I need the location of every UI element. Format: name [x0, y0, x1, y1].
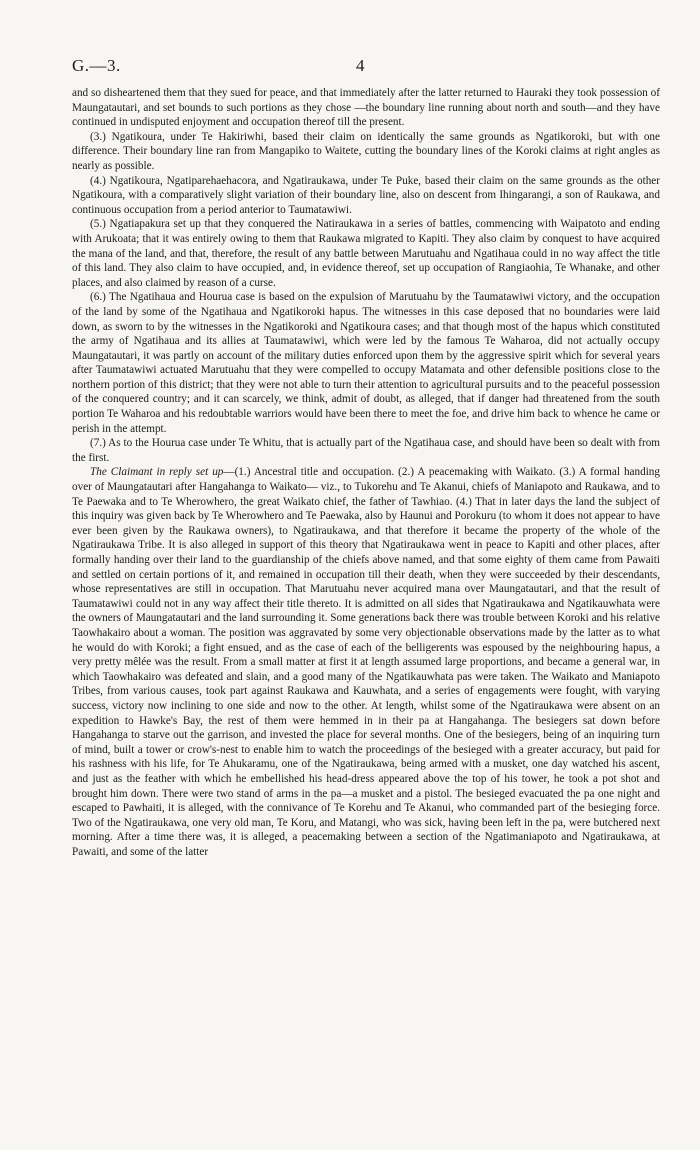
- page-header: [72, 56, 660, 78]
- paragraph-ngatikoura-te-puke: (4.) Ngatikoura, Ngatiparehaehacora, and Ngatiraukawa, under Te Puke, based their claim on the same grounds as the other Ngatikoura, with a comparatively slight variation of their boundary line, also on descent from Ihingarangi, a son of Raukawa, and continuous occupation from a period anterior to Taumatawiwi.: [72, 174, 660, 216]
- paragraph-continuation: and so disheartened them that they sued for peace, and that immediately after the latter returned to Hauraki they took possession of Maungatautari, and set bounds to such portions as they chose —the boundary line running about north and south—and they have continued in undisputed enjoyment and occupation thereof till the present.: [72, 87, 660, 129]
- paragraph-hourua-te-whitu: (7.) As to the Hourua case under Te Whitu, that is actually part of the Ngatihaua case, and should have been so dealt with from the first.: [72, 437, 660, 464]
- italic-lead: The Claimant in reply set up: [90, 466, 224, 479]
- paragraph-ngatihaua-hourua: (6.) The Ngatihaua and Hourua case is based on the expulsion of Marutuahu by the Taumatawiwi victory, and the occupation of the land by some of the Ngatihaua and Ngatikoroki hapus. The witnesses in this case deposed that no boundaries were laid down, as sworn to by the witnesses in the Ngatikoroki and Ngatikoura cases; and that though most of the hapus which constituted the army of Ngatihaua and its allies at Taumatawiwi, which were led by the famous Te Waharoa, did not actually occupy Maungatautari, it was partly on account of the military duties enforced upon them by the aggressive spirit which for several years after Taumatawiwi actuated Marutuahu that they were compelled to occupy Matamata and other defensible positions close to the northern portion of this district; that they were not able to turn their attention to agricultural pursuits and to the peaceful possession of the conquered country; and it can scarcely, we think, admit of doubt, as alleged, that if danger had threatened from the south portion Te Waharoa and his redoubtable warriors would have been there to meet the foe, and drive him back to whence he came or perish in the attempt.: [72, 291, 660, 435]
- paragraph-ngatiapakura: (5.) Ngatiapakura set up that they conquered the Natiraukawa in a series of battles, commencing with Waipatoto and ending with Arukoata; that it was entirely owing to them that Raukawa migrated to Kapiti. They also claim by conquest to have acquired the mana of the land, and that, therefore, the result of any battle between Marutuahu and Ngatihaua could in no way affect the title of this land. They also claim to have occupied, and, in evidence thereof, set up occupation of Rangiaohia, Te Whanake, and other places, and also claimed by reason of a curse.: [72, 218, 660, 289]
- paragraph-ngatikoura: (3.) Ngatikoura, under Te Hakiriwhi, based their claim on identically the same grounds as Ngatikoroki, but with one difference. Their boundary line ran from Mangapiko to Waitete, cutting the boundary lines of the Koroki claims at right angles as nearly as possible.: [72, 130, 660, 172]
- document-reference: G.—3.: [72, 56, 121, 75]
- body-text: [72, 86, 660, 859]
- page-number: 4: [356, 56, 365, 75]
- paragraph-claimant-reply: The Claimant in reply set up—(1.) Ancestral title and occupation. (2.) A peacemaking with Waikato. (3.) A formal handing over of Maungatautari after Hangahanga to Waikato— viz., to Tukorehu and Te Akanui, chiefs of Maniapoto and Raukawa, and to Te Paewaka and to Te Wherowhero, the great Waikato chief, the father of Tawhiao. (4.) That in later days the land the subject of this inquiry was given back by Te Wherowhero and Te Paewaka, also by Haunui and Porokuru (to whom it does not appear to have ever been given by the Raukawa owners), to Ngatiraukawa, and that therefore it became the property of the whole of the Ngatiraukawa Tribe. It is also alleged in support of this theory that Ngatiraukawa went in peace to Kapiti and other places, after formally handing over their land to the guardianship of the chiefs above named, and that some eighty of them came from Pawaiti and settled on certain portions of it, and remained in occupation till their death, when they were succeeded by their descendants, whose representatives are still in occupation. That Marutuahu never acquired mana over Maungatautari, and that the result of Taumatawiwi could not in any way affect their title thereto. It is admitted on all sides that Ngatiraukawa and Ngatikauwhata were the owners of Maungatautari and the land surrounding it. Some generations back there was trouble between Koroki and his relative Taowhakairo about a woman. The position was aggravated by some very objectionable observations made by the latter as to what he would do with Koroki; a fight ensued, and as the case of each of the belligerents was espoused by the neighbouring hapus, a very pretty mêlée was the result. From a small matter at first it at length assumed large proportions, and became a general war, in which Taowhakairo was defeated and slain, and a good many of the Ngatikauwhata pas were taken. The Waikato and Maniapoto Tribes, from various causes, took part against Raukawa and Kauwhata, and a series of engagements were fought, with varying success, victory now inclining to one side and now to the other. At length, whilst some of the Ngatiraukawa were absent on an expedition to Hawke's Bay, the rest of them were hemmed in in their pa at Hangahanga. The besiegers sat down before Hangahanga to starve out the garrison, and invested the place for several months. One of the besiegers, being of an inquiring turn of mind, built a tower or crow's-nest to enable him to watch the proceedings of the besieged with a greater accuracy, but paid for his rashness with his life, for Te Ahukaramu, one of the Ngatiraukawa, being armed with a musket, one day watched his ascent, and just as the feather with which he embellished his head-dress appeared above the top of his tower, he took a pot shot and brought him down. There were two stand of arms in the pa—a musket and a pistol. The besieged evacuated the pa one night and escaped to Pawhaiti, it is alleged, with the connivance of Te Korehu and Te Akanui, who commanded part of the besieging force. Two of the Ngatiraukawa, one very old man, Te Koru, and Matangi, who was sick, having been left in the pa, were butchered next morning. After a time there was, it is alleged, a peacemaking between a section of the Ngatimaniapoto and Ngatiraukawa, at Pawaiti, and some of the latter: [72, 466, 660, 858]
